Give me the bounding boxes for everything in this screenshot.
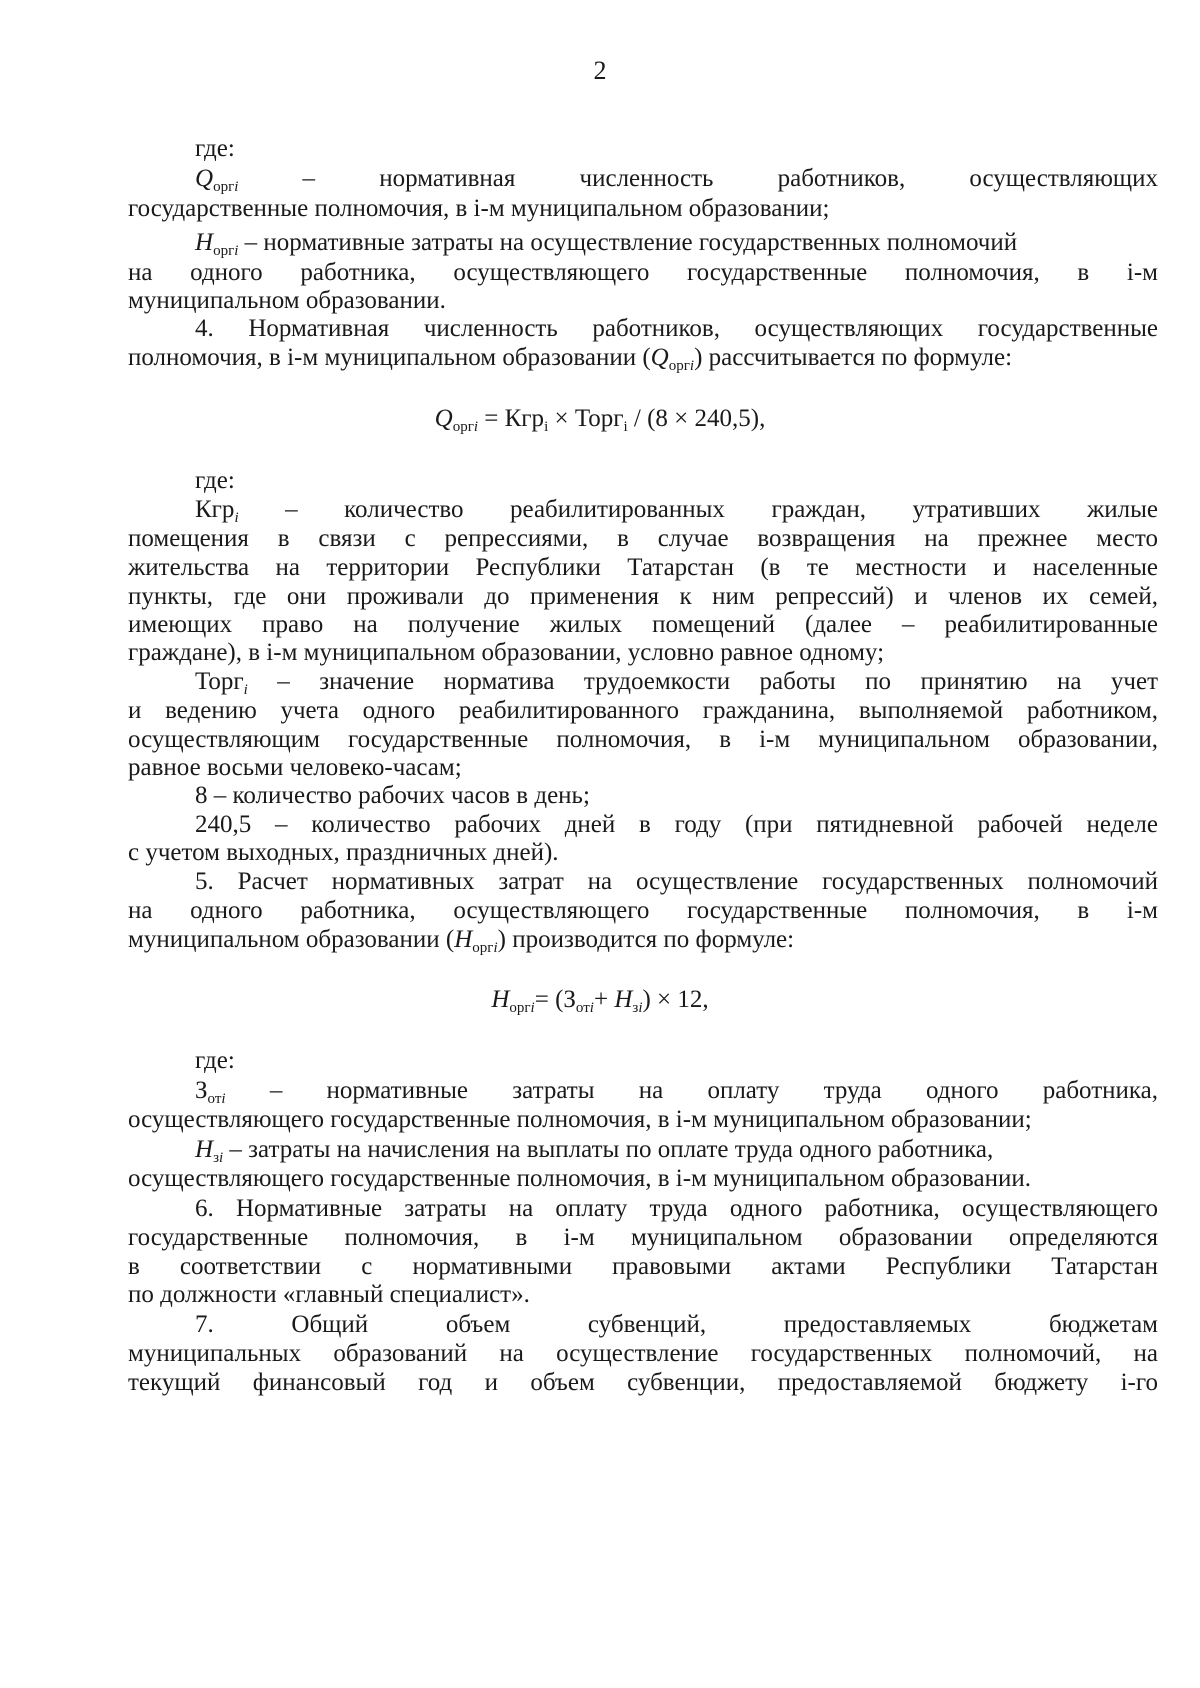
text-line: помещения в связи с репрессиями, в случае возвращения на прежнее место	[128, 525, 1158, 552]
text-line: пункты, где они проживали до применения к ним репрессий) и членов их семей,	[128, 583, 1158, 610]
symbol-h-org: $H_{оргi}$	[195, 229, 239, 259]
text-line: и ведению учета одного реабилитированного гражданина, выполняемой работником,	[128, 697, 1158, 724]
text-line: жительства на территории Республики Татарстан (в те местности и населенные	[128, 554, 1158, 581]
def-z-ot: $З_{отi}$ – нормативные затраты на оплату труда одного работника,	[195, 1077, 1159, 1107]
formula-q-org: $Q_{оргi} = Кгр_i$ × Торг$_i$ / (8 × 240,5),	[434, 405, 766, 435]
paragraph-5-start: 5. Расчет нормативных затрат на осуществление государственных полномочий	[195, 868, 1158, 895]
text-line: муниципальном образовании.	[128, 287, 446, 314]
paragraph-6-start: 6. Нормативные затраты на оплату труда одного работника, осуществляющего	[195, 1195, 1158, 1222]
text-line: на одного работника, осуществляющего государственные полномочия, в i-м	[128, 259, 1158, 286]
symbol-q-org: $Q_{оргi}$	[195, 165, 239, 195]
text-line: с учетом выходных, праздничных дней).	[128, 839, 559, 866]
def-q-org-text: – нормативная численность работников, осуществляющих	[302, 165, 1158, 192]
where-label-1: где:	[195, 135, 235, 162]
symbol-q-org: $Q_{оргi}$	[650, 344, 695, 374]
text-line: муниципальных образований на осуществление государственных полномочий, на	[128, 1340, 1158, 1367]
text-line: в соответствии с нормативными правовыми актами Республики Татарстан	[128, 1253, 1158, 1280]
text-line: текущий финансовый год и объем субвенции, предоставляемой бюджету i-го	[128, 1369, 1158, 1396]
text-line: государственные полномочия, в i-м муниципальном образовании;	[128, 195, 830, 222]
text-line: осуществляющего государственные полномочия, в i-м муниципальном образовании.	[128, 1165, 1032, 1192]
def-h-org: $H_{оргi}$ – нормативные затраты на осуществление государственных полномочий	[195, 229, 1018, 259]
text-line: имеющих право на получение жилых помещений (далее – реабилитированные	[128, 611, 1158, 638]
text-line: граждане), в i-м муниципальном образовании, условно равное одному;	[128, 639, 885, 666]
paragraph-7-start: 7. Общий объем субвенций, предоставляемых бюджетам	[195, 1311, 1158, 1338]
def-torg: Торг$_i$ – значение норматива трудоемкости работы по принятию на учет	[195, 668, 1158, 698]
def-q-org	[195, 164, 1158, 194]
def-h-z: $H_{зi}$ – затраты на начисления на выплаты по оплате труда одного работника,	[195, 1136, 994, 1166]
text-line-with-symbol: муниципальном образовании $(H_{оргi})$ производится по формуле:	[128, 926, 795, 956]
formula-h-org: $H_{оргi}= (З_{отi}+ H_{зi}) \times 12$,	[491, 986, 709, 1016]
text-line: на одного работника, осуществляющего государственные полномочия, в i-м	[128, 897, 1158, 924]
page-number: 2	[593, 56, 607, 85]
text-line: равное восьми человеко-часам;	[128, 754, 462, 781]
where-label-3: где:	[195, 1047, 235, 1074]
text-line: осуществляющим государственные полномочия, в i-м муниципальном образовании,	[128, 726, 1158, 753]
paragraph-4-start: 4. Нормативная численность работников, осуществляющих государственные	[195, 315, 1158, 342]
text-line: осуществляющего государственные полномочия, в i-м муниципальном образовании;	[128, 1106, 1032, 1133]
text-line: государственные полномочия, в i-м муниципальном образовании определяются	[128, 1224, 1158, 1251]
def-kgr: Кгр$_i$ – количество реабилитированных граждан, утративших жилые	[195, 496, 1159, 526]
where-label-2: где:	[195, 467, 235, 494]
text-line: по должности «главный специалист».	[128, 1281, 530, 1308]
text-line-with-symbol: полномочия, в i-м муниципальном образовании $(Q_{оргi})$ рассчитывается по формуле:	[128, 344, 1013, 374]
text-line: 240,5 – количество рабочих дней в году (при пятидневной рабочей неделе	[195, 811, 1158, 838]
text-line: 8 – количество рабочих часов в день;	[195, 782, 590, 809]
